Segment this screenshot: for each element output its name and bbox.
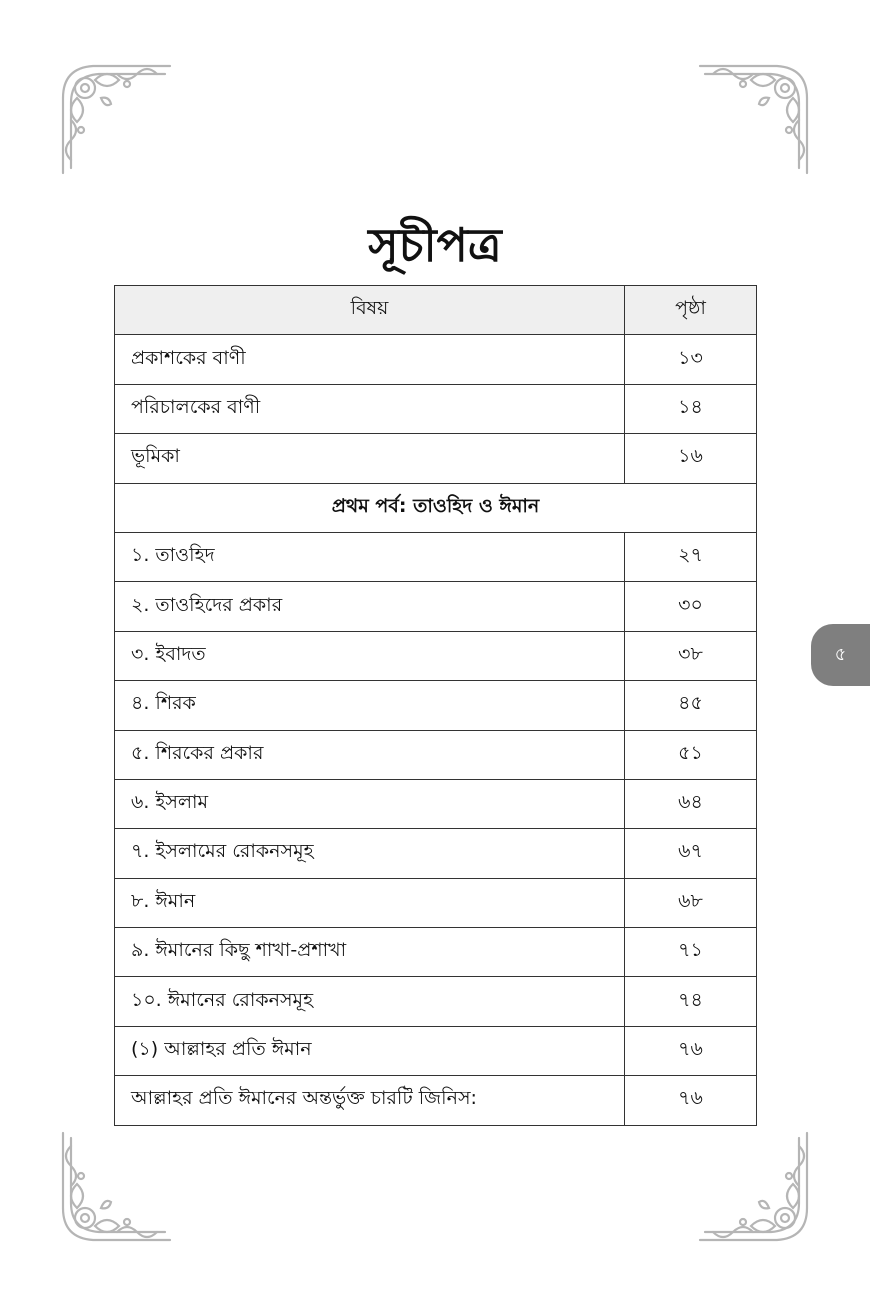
entry-subject: ৯. ঈমানের কিছু শাখা-প্রশাখা bbox=[115, 928, 625, 977]
entry-page: ৪৫ bbox=[625, 681, 757, 730]
entry-subject: প্রকাশকের বাণী bbox=[115, 335, 625, 384]
table-row[interactable] bbox=[115, 434, 757, 483]
entry-subject: ৩. ইবাদত bbox=[115, 631, 625, 680]
table-header-row bbox=[115, 286, 757, 335]
entry-subject: (১) আল্লাহর প্রতি ঈমান bbox=[115, 1026, 625, 1075]
corner-ornament-top-right bbox=[695, 58, 815, 178]
section-heading: প্রথম পর্ব: তাওহিদ ও ঈমান bbox=[115, 483, 757, 532]
page-title: সূচীপত্র bbox=[368, 218, 502, 272]
page-number-tab: ৫ bbox=[811, 624, 870, 686]
entry-page: ৭১ bbox=[625, 928, 757, 977]
entry-subject: ৫. শিরকের প্রকার bbox=[115, 730, 625, 779]
entry-subject: ৭. ইসলামের রোকনসমূহ bbox=[115, 829, 625, 878]
ornament-icon bbox=[55, 58, 175, 178]
entry-page: ৩০ bbox=[625, 582, 757, 631]
entry-page: ৬৮ bbox=[625, 878, 757, 927]
table-row[interactable] bbox=[115, 681, 757, 730]
contents-table bbox=[114, 285, 757, 1126]
entry-page: ৭৬ bbox=[625, 1026, 757, 1075]
entry-page: ১৩ bbox=[625, 335, 757, 384]
entry-subject: ৮. ঈমান bbox=[115, 878, 625, 927]
table-row[interactable] bbox=[115, 582, 757, 631]
entry-subject: ভূমিকা bbox=[115, 434, 625, 483]
table-row[interactable] bbox=[115, 532, 757, 581]
entry-page: ২৭ bbox=[625, 532, 757, 581]
corner-ornament-bottom-right bbox=[695, 1128, 815, 1248]
entry-subject: আল্লাহর প্রতি ঈমানের অন্তর্ভুক্ত চারটি জিনিস: bbox=[115, 1076, 625, 1125]
column-header-page: পৃষ্ঠা bbox=[625, 286, 757, 335]
table-row[interactable] bbox=[115, 977, 757, 1026]
ornament-icon bbox=[55, 1128, 175, 1248]
corner-ornament-bottom-left bbox=[55, 1128, 175, 1248]
table-row[interactable] bbox=[115, 335, 757, 384]
table-row[interactable] bbox=[115, 928, 757, 977]
entry-page: ১৪ bbox=[625, 384, 757, 433]
entry-subject: ১. তাওহিদ bbox=[115, 532, 625, 581]
entry-subject: পরিচালকের বাণী bbox=[115, 384, 625, 433]
entry-page: ৭৪ bbox=[625, 977, 757, 1026]
table-row[interactable] bbox=[115, 631, 757, 680]
table-row[interactable] bbox=[115, 384, 757, 433]
entry-subject: ৬. ইসলাম bbox=[115, 779, 625, 828]
entry-page: ৩৮ bbox=[625, 631, 757, 680]
entry-page: ১৬ bbox=[625, 434, 757, 483]
ornament-icon bbox=[695, 58, 815, 178]
ornament-icon bbox=[695, 1128, 815, 1248]
table-row[interactable] bbox=[115, 779, 757, 828]
table-row[interactable] bbox=[115, 878, 757, 927]
entry-page: ৬৭ bbox=[625, 829, 757, 878]
column-header-subject: বিষয় bbox=[115, 286, 625, 335]
section-heading-row bbox=[115, 483, 757, 532]
table-row[interactable] bbox=[115, 1026, 757, 1075]
entry-subject: ২. তাওহিদের প্রকার bbox=[115, 582, 625, 631]
table-row[interactable] bbox=[115, 1076, 757, 1125]
entry-page: ৬৪ bbox=[625, 779, 757, 828]
entry-subject: ৪. শিরক bbox=[115, 681, 625, 730]
entry-page: ৫১ bbox=[625, 730, 757, 779]
table-row[interactable] bbox=[115, 730, 757, 779]
table-row[interactable] bbox=[115, 829, 757, 878]
entry-subject: ১০. ঈমানের রোকনসমূহ bbox=[115, 977, 625, 1026]
entry-page: ৭৬ bbox=[625, 1076, 757, 1125]
corner-ornament-top-left bbox=[55, 58, 175, 178]
